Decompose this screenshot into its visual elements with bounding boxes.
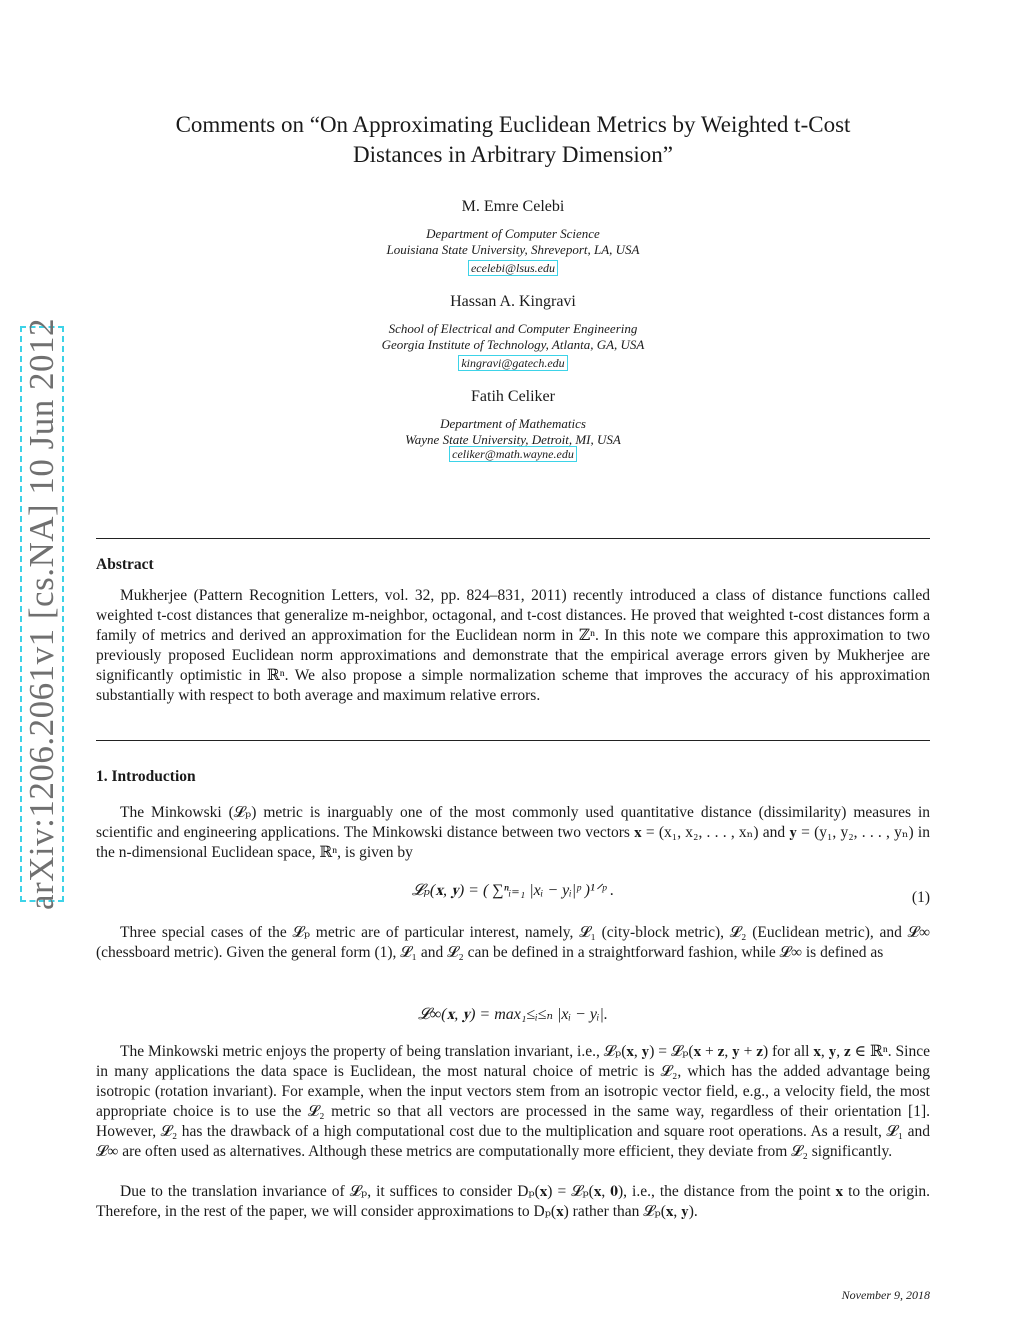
abstract-heading: Abstract: [96, 556, 154, 573]
abstract-text: Mukherjee (Pattern Recognition Letters, vol. 32, pp. 824–831, 2011) recently introduced a class of distance functions called weighted t-cost distances that generalize m-neighbor, octagonal, and t-cost distances. He proved that weighted t-cost distances form a family of metrics and derived an approximation for the Euclidean norm in ℤⁿ. In this note we compare this approximation to two previously proposed Euclidean norm approximations and demonstrate that the empirical average errors given by Mukherjee are significantly optimistic in ℝⁿ. We also propose a simple normalization scheme that improves the accuracy of his approximation substantially with respect to both average and maximum relative errors.: [96, 587, 930, 704]
paper-title: [96, 110, 930, 170]
footer-date: November 9, 2018: [841, 1288, 930, 1302]
author-name-3: Fatih Celiker: [471, 388, 555, 405]
author-affiliation-3b: Wayne State University, Detroit, MI, USA: [405, 432, 621, 447]
author-email-wrap-1: [96, 261, 930, 276]
author-name-2: Hassan A. Kingravi: [450, 293, 576, 310]
author-email-link-2[interactable]: kingravi@gatech.edu: [458, 355, 567, 371]
author-email-link-3[interactable]: celiker@math.wayne.edu: [449, 446, 577, 462]
author-affiliation-1b: Louisiana State University, Shreveport, LA, USA: [386, 242, 640, 257]
author-email-link-1[interactable]: ecelebi@lsus.edu: [468, 260, 558, 276]
abstract-bottom-rule: [96, 740, 930, 741]
equation-2: 𝓛∞(𝐱, 𝐲) = max₁≤ᵢ≤ₙ |xᵢ − yᵢ|.: [418, 1006, 608, 1023]
author-name-1: M. Emre Celebi: [461, 198, 565, 215]
intro-paragraph-4: Due to the translation invariance of 𝓛ₚ, it suffices to consider Dₚ(𝐱) = 𝓛ₚ(𝐱, 𝟎), i.e., the distance from the point 𝐱 to the origin. Therefore, in the rest of the paper, we will consider approximations to Dₚ(𝐱) rather than 𝓛ₚ(𝐱, 𝐲).: [96, 1183, 930, 1220]
author-affiliation-1a: Department of Computer Science: [426, 226, 600, 241]
section-heading-introduction: 1. Introduction: [96, 768, 196, 785]
author-affiliation-3a: Department of Mathematics: [440, 416, 586, 431]
intro-paragraph-3: The Minkowski metric enjoys the property of being translation invariant, i.e., 𝓛ₚ(𝐱, 𝐲) = 𝓛ₚ(𝐱 + 𝐳, 𝐲 + 𝐳) for all 𝐱, 𝐲, 𝐳 ∈ ℝⁿ. Since in many applications the data space is Euclidean, the most natural choice of metric is 𝓛₂, which has the added advantage being isotropic (rotation invariant). For example, when the input vectors stem from an isotropic vector field, e.g., a velocity field, the most appropriate choice is to use the 𝓛₂ metric so that all vectors are processed in the same way, regardless of their orientation [1]. However, 𝓛₂ has the drawback of a high computational cost due to the multiplication and square root operations. As a result, 𝓛₁ and 𝓛∞ are often used as alternatives. Although these metrics are computationally more efficient, they deviate from 𝓛₂ significantly.: [96, 1043, 930, 1160]
author-affiliation-2b: Georgia Institute of Technology, Atlanta, GA, USA: [381, 337, 645, 352]
title-line-2: Distances in Arbitrary Dimension”: [352, 142, 673, 167]
title-line-1: Comments on “On Approximating Euclidean Metrics by Weighted t-Cost: [175, 112, 851, 137]
abstract-top-rule: [96, 538, 930, 539]
arxiv-stamp: arXiv:1206.2061v1 [cs.NA] 10 Jun 2012: [22, 317, 61, 911]
author-email-wrap-3: [96, 447, 930, 462]
equation-1-number: (1): [911, 889, 930, 906]
equation-1: 𝓛ₚ(𝐱, 𝐲) = ( ∑ⁿᵢ₌₁ |xᵢ − yᵢ|ᵖ )¹ᐟᵖ .: [411, 882, 615, 899]
intro-paragraph-1: The Minkowski (𝓛ₚ) metric is inarguably one of the most commonly used quantitative distance (dissimilarity) measures in scientific and engineering applications. The Minkowski distance between two vectors 𝐱 = (x₁, x₂, . . . , xₙ) and 𝐲 = (y₁, y₂, . . . , yₙ) in the n-dimensional Euclidean space, ℝⁿ, is given by: [96, 804, 930, 861]
author-affiliation-2a: School of Electrical and Computer Engineering: [388, 321, 638, 336]
intro-paragraph-2: Three special cases of the 𝓛ₚ metric are of particular interest, namely, 𝓛₁ (city-block metric), 𝓛₂ (Euclidean metric), and 𝓛∞ (chessboard metric). Given the general form (1), 𝓛₁ and 𝓛₂ can be defined in a straightforward fashion, while 𝓛∞ is defined as: [96, 924, 930, 961]
author-email-wrap-2: [96, 356, 930, 371]
arxiv-stamp-box: [20, 317, 64, 911]
